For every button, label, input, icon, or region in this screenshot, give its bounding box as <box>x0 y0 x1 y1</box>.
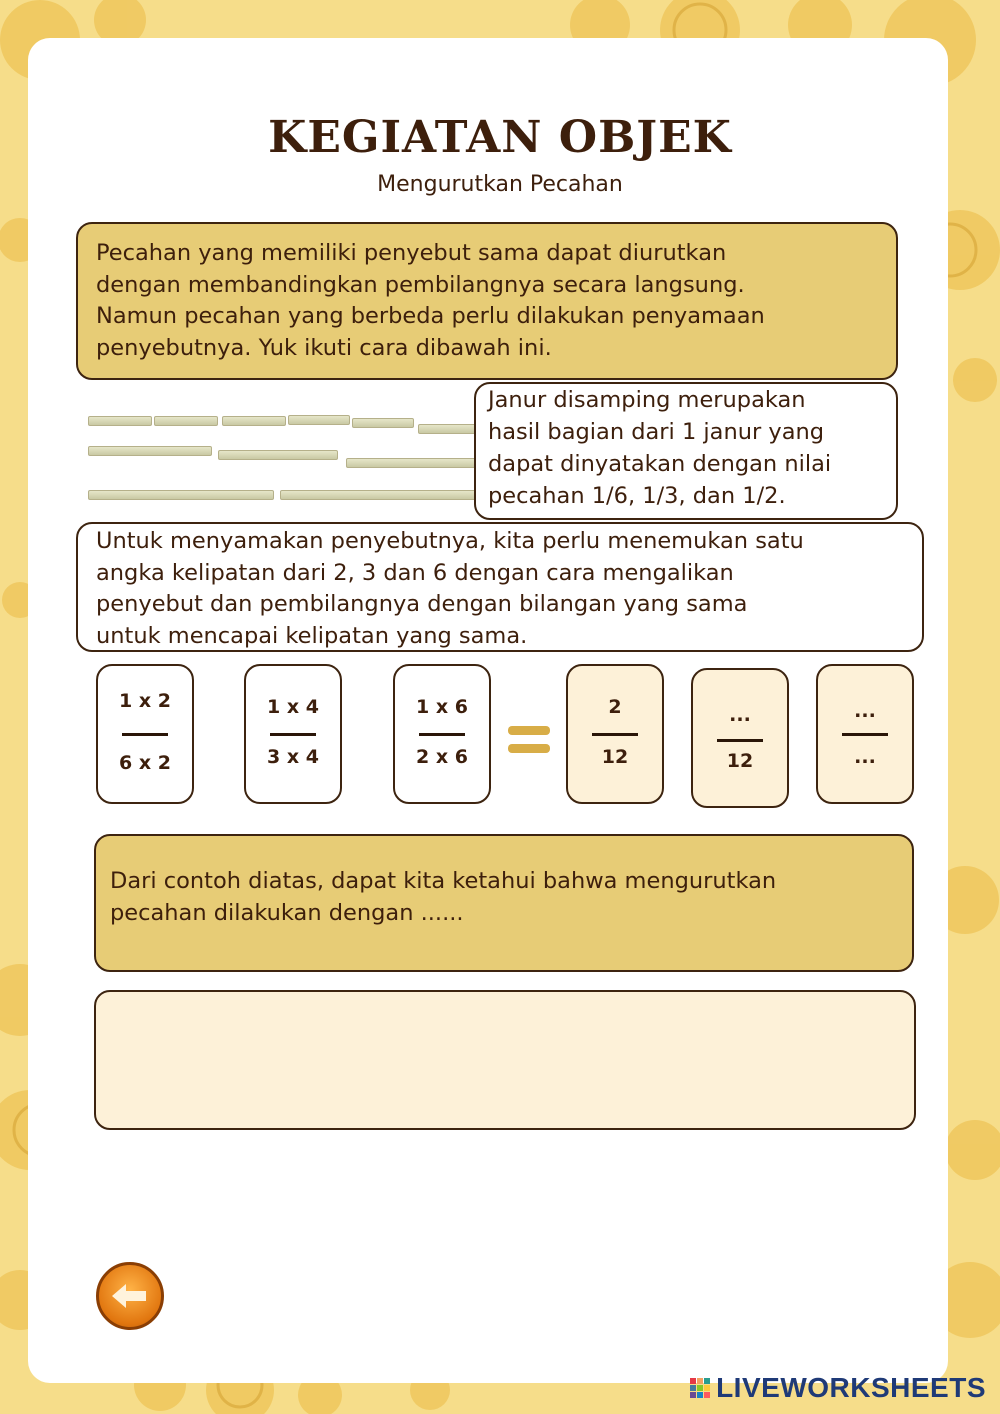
method-line: angka kelipatan dari 2, 3 dan 6 dengan cara mengalikan <box>96 559 734 586</box>
fraction-denominator: 3 x 4 <box>267 746 319 768</box>
method-line: Untuk menyamakan penyebutnya, kita perlu menemukan satu <box>96 528 804 554</box>
question-line: pecahan dilakukan dengan ...... <box>110 899 464 926</box>
fraction-bar <box>270 733 316 736</box>
fraction-denominator: 12 <box>726 750 754 772</box>
intro-line: Pecahan yang memiliki penyebut sama dapat diurutkan <box>96 240 727 266</box>
fraction-denominator: 2 x 6 <box>416 746 468 768</box>
method-line: penyebut dan pembilangnya dengan bilangan yang sama <box>96 591 748 617</box>
question-line: Dari contoh diatas, dapat kita ketahui bahwa mengurutkan <box>110 868 777 894</box>
page-subtitle: Mengurutkan Pecahan <box>377 172 623 197</box>
fraction-bar <box>592 733 638 736</box>
fraction-numerator: 1 x 2 <box>119 690 171 712</box>
fraction-numerator-input[interactable]: ... <box>729 704 751 726</box>
janur-line: dapat dinyatakan dengan nilai <box>488 451 832 477</box>
fraction-denominator: 6 x 2 <box>119 752 171 774</box>
fraction-bar <box>122 733 168 736</box>
method-box <box>76 522 924 652</box>
fraction-card-result <box>566 664 664 804</box>
liveworksheets-logo <box>690 1372 986 1404</box>
page-title: KEGIATAN OBJEK <box>268 112 732 163</box>
fraction-numerator: 2 <box>608 696 622 718</box>
fraction-numerator: 1 x 6 <box>416 696 468 718</box>
fraction-bar <box>419 733 465 736</box>
fraction-denominator: 12 <box>601 746 629 768</box>
janur-line: pecahan 1/6, 1/3, dan 1/2. <box>488 483 786 509</box>
janur-line: Janur disamping merupakan <box>488 387 806 413</box>
fraction-input-card[interactable] <box>691 668 789 808</box>
arrow-left-icon <box>110 1281 150 1311</box>
fraction-card <box>393 664 491 804</box>
fraction-numerator: 1 x 4 <box>267 696 319 718</box>
logo-icon <box>690 1378 710 1398</box>
fraction-bar <box>842 733 888 736</box>
fraction-input-card[interactable] <box>816 664 914 804</box>
method-line: untuk mencapai kelipatan yang sama. <box>96 622 528 649</box>
fraction-bar <box>717 739 763 742</box>
fraction-card <box>96 664 194 804</box>
janur-line: hasil bagian dari 1 janur yang <box>488 419 825 445</box>
back-button[interactable] <box>96 1262 164 1330</box>
question-box <box>94 834 914 972</box>
intro-line: dengan membandingkan pembilangnya secara langsung. <box>96 271 745 298</box>
janur-strips-image <box>84 408 476 508</box>
intro-box <box>76 222 898 380</box>
fraction-numerator-input[interactable]: ... <box>854 700 876 722</box>
janur-box <box>474 382 898 520</box>
intro-line: penyebutnya. Yuk ikuti cara dibawah ini. <box>96 334 552 361</box>
equals-sign <box>508 726 550 762</box>
answer-input[interactable] <box>94 990 916 1130</box>
brand-name: LIVEWORKSHEETS <box>716 1372 986 1403</box>
fraction-card <box>244 664 342 804</box>
fraction-denominator-input[interactable]: ... <box>854 746 876 768</box>
intro-line: Namun pecahan yang berbeda perlu dilakukan penyamaan <box>96 303 765 329</box>
